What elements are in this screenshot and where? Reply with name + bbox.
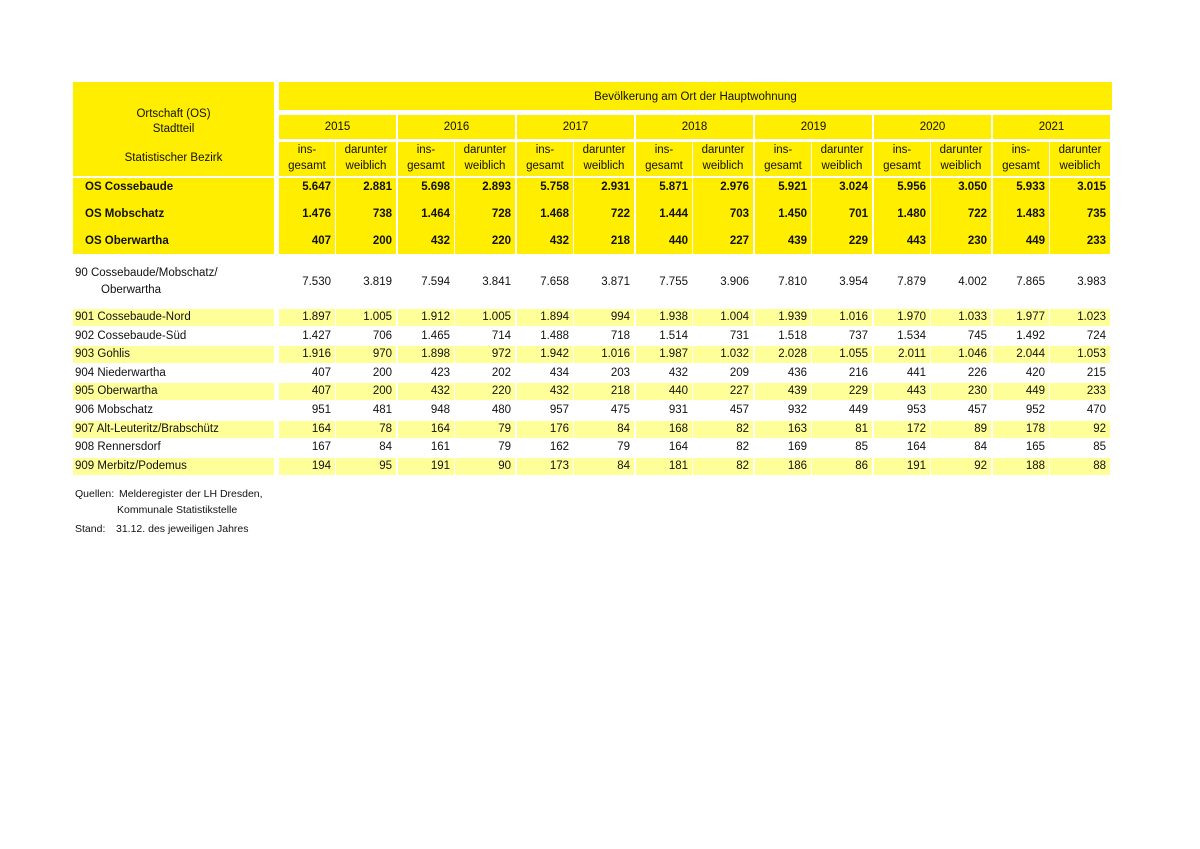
value-cell: 440	[668, 235, 688, 247]
value-cell: 440	[668, 385, 688, 397]
value-cell: 164	[430, 423, 450, 435]
value-cell: 1.046	[958, 348, 987, 360]
value-cell: 703	[729, 208, 749, 220]
value-cell: 188	[1025, 460, 1045, 472]
col-weiblich-line2: weiblich	[821, 160, 863, 172]
value-cell: 2.881	[363, 181, 392, 193]
stadtteil-label-line2: Oberwartha	[101, 284, 162, 296]
value-cell: 1.912	[421, 311, 450, 323]
value-cell: 449	[848, 404, 868, 416]
col-insgesamt-line2: gesamt	[288, 160, 326, 172]
bezirk-row-label: 904 Niederwartha	[75, 367, 166, 379]
value-cell: 79	[498, 441, 511, 453]
value-cell: 475	[610, 404, 630, 416]
value-cell: 1.033	[958, 311, 987, 323]
value-cell: 1.518	[778, 330, 807, 342]
value-cell: 952	[1025, 404, 1045, 416]
value-cell: 178	[1025, 423, 1045, 435]
value-cell: 434	[549, 367, 569, 379]
value-cell: 1.492	[1016, 330, 1045, 342]
col-insgesamt-line1: ins-	[1011, 144, 1031, 156]
bezirk-row-label: 905 Oberwartha	[75, 385, 158, 397]
value-cell: 85	[855, 441, 868, 453]
value-cell: 1.483	[1016, 208, 1045, 220]
value-cell: 706	[372, 330, 392, 342]
value-cell: 439	[787, 385, 807, 397]
value-cell: 957	[549, 404, 569, 416]
col-insgesamt-line2: gesamt	[407, 160, 445, 172]
col-insgesamt-line1: ins-	[535, 144, 555, 156]
col-weiblich-line1: darunter	[1058, 144, 1102, 156]
value-cell: 7.755	[659, 276, 688, 288]
value-cell: 203	[610, 367, 630, 379]
stadtteil-label-line1: 90 Cossebaude/Mobschatz/	[75, 267, 218, 279]
bezirk-row-label: 909 Merbitz/Podemus	[75, 460, 187, 472]
value-cell: 7.879	[897, 276, 926, 288]
sources-line-2: Kommunale Statistikstelle	[117, 504, 238, 516]
value-cell: 172	[906, 423, 926, 435]
year-label: 2020	[919, 121, 946, 133]
value-cell: 227	[729, 385, 749, 397]
value-cell: 701	[848, 208, 868, 220]
value-cell: 161	[430, 441, 450, 453]
value-cell: 1.016	[601, 348, 630, 360]
value-cell: 89	[974, 423, 987, 435]
value-cell: 948	[430, 404, 450, 416]
value-cell: 220	[491, 385, 511, 397]
value-cell: 1.465	[421, 330, 450, 342]
value-cell: 7.658	[540, 276, 569, 288]
value-cell: 84	[617, 423, 630, 435]
value-cell: 407	[311, 367, 331, 379]
year-label: 2021	[1038, 121, 1065, 133]
value-cell: 84	[617, 460, 630, 472]
value-cell: 1.894	[540, 311, 569, 323]
value-cell: 1.464	[421, 208, 450, 220]
col-insgesamt-line2: gesamt	[526, 160, 564, 172]
value-cell: 420	[1025, 367, 1045, 379]
value-cell: 737	[848, 330, 868, 342]
col-insgesamt-line2: gesamt	[645, 160, 683, 172]
value-cell: 449	[1025, 235, 1045, 247]
value-cell: 470	[1086, 404, 1106, 416]
col-weiblich-line2: weiblich	[583, 160, 625, 172]
col-weiblich-line1: darunter	[344, 144, 388, 156]
value-cell: 84	[974, 441, 987, 453]
value-cell: 164	[311, 423, 331, 435]
value-cell: 1.987	[659, 348, 688, 360]
value-cell: 1.938	[659, 311, 688, 323]
value-cell: 168	[668, 423, 688, 435]
value-cell: 162	[549, 441, 569, 453]
col-weiblich-line2: weiblich	[464, 160, 506, 172]
value-cell: 432	[430, 385, 450, 397]
value-cell: 191	[906, 460, 926, 472]
value-cell: 436	[787, 367, 807, 379]
value-cell: 230	[967, 385, 987, 397]
value-cell: 1.016	[839, 311, 868, 323]
value-cell: 92	[1093, 423, 1106, 435]
header-ortschaft: Ortschaft (OS)	[136, 108, 211, 120]
value-cell: 88	[1093, 460, 1106, 472]
value-cell: 1.939	[778, 311, 807, 323]
year-label: 2017	[562, 121, 589, 133]
value-cell: 457	[729, 404, 749, 416]
value-cell: 218	[610, 235, 630, 247]
value-cell: 423	[430, 367, 450, 379]
value-cell: 200	[372, 385, 392, 397]
value-cell: 432	[430, 235, 450, 247]
value-cell: 5.933	[1016, 181, 1045, 193]
value-cell: 169	[787, 441, 807, 453]
value-cell: 457	[967, 404, 987, 416]
value-cell: 1.053	[1077, 348, 1106, 360]
value-cell: 164	[668, 441, 688, 453]
col-insgesamt-line2: gesamt	[1002, 160, 1040, 172]
value-cell: 2.931	[601, 181, 630, 193]
col-weiblich-line2: weiblich	[940, 160, 982, 172]
value-cell: 229	[848, 235, 868, 247]
col-weiblich-line1: darunter	[939, 144, 983, 156]
value-cell: 1.055	[839, 348, 868, 360]
header-bezirk: Statistischer Bezirk	[124, 152, 223, 164]
value-cell: 1.977	[1016, 311, 1045, 323]
value-cell: 92	[974, 460, 987, 472]
value-cell: 95	[379, 460, 392, 472]
value-cell: 78	[379, 423, 392, 435]
value-cell: 209	[729, 367, 749, 379]
value-cell: 731	[729, 330, 749, 342]
value-cell: 1.897	[302, 311, 331, 323]
value-cell: 229	[848, 385, 868, 397]
bezirk-row-label: 901 Cossebaude-Nord	[75, 311, 191, 323]
col-insgesamt-line1: ins-	[773, 144, 793, 156]
value-cell: 1.942	[540, 348, 569, 360]
value-cell: 1.916	[302, 348, 331, 360]
value-cell: 714	[491, 330, 511, 342]
value-cell: 2.011	[898, 348, 926, 360]
value-cell: 432	[549, 385, 569, 397]
value-cell: 970	[372, 348, 392, 360]
value-cell: 1.427	[302, 330, 331, 342]
value-cell: 181	[668, 460, 688, 472]
value-cell: 3.954	[839, 276, 868, 288]
value-cell: 931	[668, 404, 688, 416]
value-cell: 163	[787, 423, 807, 435]
value-cell: 718	[610, 330, 630, 342]
value-cell: 480	[491, 404, 511, 416]
value-cell: 738	[372, 208, 392, 220]
value-cell: 1.005	[482, 311, 511, 323]
year-label: 2019	[800, 121, 827, 133]
col-weiblich-line2: weiblich	[702, 160, 744, 172]
col-insgesamt-line1: ins-	[892, 144, 912, 156]
col-weiblich-line1: darunter	[820, 144, 864, 156]
bezirk-row-label: 903 Gohlis	[75, 348, 130, 360]
value-cell: 3.983	[1077, 276, 1106, 288]
value-cell: 5.758	[540, 181, 569, 193]
value-cell: 176	[549, 423, 569, 435]
value-cell: 233	[1086, 385, 1106, 397]
value-cell: 972	[491, 348, 511, 360]
value-cell: 724	[1086, 330, 1106, 342]
col-weiblich-line1: darunter	[463, 144, 507, 156]
value-cell: 1.032	[720, 348, 749, 360]
value-cell: 233	[1086, 235, 1106, 247]
col-insgesamt-line1: ins-	[416, 144, 436, 156]
os-row-label: OS Cossebaude	[85, 181, 174, 193]
value-cell: 2.028	[778, 348, 807, 360]
value-cell: 5.698	[421, 181, 450, 193]
value-cell: 90	[498, 460, 511, 472]
value-cell: 5.921	[778, 181, 807, 193]
value-cell: 1.004	[720, 311, 749, 323]
value-cell: 1.488	[540, 330, 569, 342]
value-cell: 1.450	[778, 208, 807, 220]
value-cell: 79	[498, 423, 511, 435]
value-cell: 230	[967, 235, 987, 247]
value-cell: 3.015	[1077, 181, 1106, 193]
value-cell: 227	[729, 235, 749, 247]
value-cell: 191	[430, 460, 450, 472]
value-cell: 218	[610, 385, 630, 397]
bezirk-row-label: 908 Rennersdorf	[75, 441, 161, 453]
value-cell: 7.810	[778, 276, 807, 288]
col-weiblich-line1: darunter	[582, 144, 626, 156]
col-insgesamt-line2: gesamt	[764, 160, 802, 172]
stand-value: 31.12. des jeweiligen Jahres	[116, 523, 249, 535]
bezirk-row-label: 906 Mobschatz	[75, 404, 153, 416]
value-cell: 3.841	[482, 276, 511, 288]
value-cell: 7.594	[421, 276, 450, 288]
value-cell: 443	[906, 385, 926, 397]
value-cell: 2.976	[720, 181, 749, 193]
value-cell: 82	[736, 423, 749, 435]
value-cell: 202	[491, 367, 511, 379]
value-cell: 953	[906, 404, 926, 416]
value-cell: 2.893	[482, 181, 511, 193]
value-cell: 216	[848, 367, 868, 379]
col-weiblich-line2: weiblich	[1059, 160, 1101, 172]
stand-label: Stand:	[75, 523, 106, 535]
value-cell: 407	[311, 385, 331, 397]
value-cell: 200	[372, 235, 392, 247]
os-row-label: OS Oberwartha	[85, 235, 169, 247]
os-row-label: OS Mobschatz	[85, 208, 165, 220]
value-cell: 407	[311, 235, 331, 247]
value-cell: 722	[610, 208, 630, 220]
value-cell: 85	[1093, 441, 1106, 453]
col-weiblich-line2: weiblich	[345, 160, 387, 172]
value-cell: 1.534	[897, 330, 926, 342]
value-cell: 7.865	[1016, 276, 1045, 288]
value-cell: 194	[311, 460, 331, 472]
value-cell: 3.024	[839, 181, 868, 193]
value-cell: 3.819	[363, 276, 392, 288]
value-cell: 932	[787, 404, 807, 416]
value-cell: 167	[311, 441, 331, 453]
value-cell: 1.468	[540, 208, 569, 220]
value-cell: 164	[906, 441, 926, 453]
value-cell: 82	[736, 460, 749, 472]
bezirk-row-label: 902 Cossebaude-Süd	[75, 330, 187, 342]
value-cell: 81	[855, 423, 868, 435]
value-cell: 728	[491, 208, 511, 220]
value-cell: 951	[311, 404, 331, 416]
value-cell: 220	[491, 235, 511, 247]
value-cell: 5.871	[659, 181, 688, 193]
value-cell: 443	[906, 235, 926, 247]
value-cell: 7.530	[302, 276, 331, 288]
value-cell: 1.480	[897, 208, 926, 220]
value-cell: 5.956	[897, 181, 926, 193]
value-cell: 1.476	[302, 208, 331, 220]
value-cell: 481	[372, 404, 392, 416]
year-label: 2015	[324, 121, 351, 133]
year-label: 2018	[681, 121, 708, 133]
value-cell: 3.906	[720, 276, 749, 288]
value-cell: 3.050	[958, 181, 987, 193]
value-cell: 215	[1086, 367, 1106, 379]
value-cell: 994	[610, 311, 630, 323]
value-cell: 735	[1086, 208, 1106, 220]
header-main-title: Bevölkerung am Ort der Hauptwohnung	[594, 91, 797, 103]
value-cell: 84	[379, 441, 392, 453]
col-weiblich-line1: darunter	[701, 144, 745, 156]
value-cell: 745	[967, 330, 987, 342]
bezirk-row-label: 907 Alt-Leuteritz/Brabschütz	[75, 423, 219, 435]
value-cell: 432	[668, 367, 688, 379]
value-cell: 2.044	[1016, 348, 1045, 360]
col-insgesamt-line2: gesamt	[883, 160, 921, 172]
value-cell: 449	[1025, 385, 1045, 397]
sources-line-1: Melderegister der LH Dresden,	[119, 488, 263, 500]
value-cell: 439	[787, 235, 807, 247]
header-stadtteil: Stadtteil	[152, 123, 195, 135]
value-cell: 186	[787, 460, 807, 472]
value-cell: 5.647	[302, 181, 331, 193]
value-cell: 441	[906, 367, 926, 379]
value-cell: 82	[736, 441, 749, 453]
value-cell: 1.023	[1077, 311, 1106, 323]
col-insgesamt-line1: ins-	[654, 144, 674, 156]
value-cell: 722	[967, 208, 987, 220]
col-insgesamt-line1: ins-	[297, 144, 317, 156]
value-cell: 200	[372, 367, 392, 379]
value-cell: 79	[617, 441, 630, 453]
value-cell: 1.898	[421, 348, 450, 360]
value-cell: 86	[855, 460, 868, 472]
value-cell: 4.002	[958, 276, 987, 288]
value-cell: 173	[549, 460, 569, 472]
value-cell: 1.005	[363, 311, 392, 323]
value-cell: 1.970	[897, 311, 926, 323]
value-cell: 226	[967, 367, 987, 379]
year-label: 2016	[443, 121, 470, 133]
sources-label: Quellen:	[75, 488, 115, 500]
value-cell: 432	[549, 235, 569, 247]
value-cell: 3.871	[601, 276, 630, 288]
value-cell: 1.514	[659, 330, 688, 342]
value-cell: 1.444	[659, 208, 688, 220]
value-cell: 165	[1025, 441, 1045, 453]
